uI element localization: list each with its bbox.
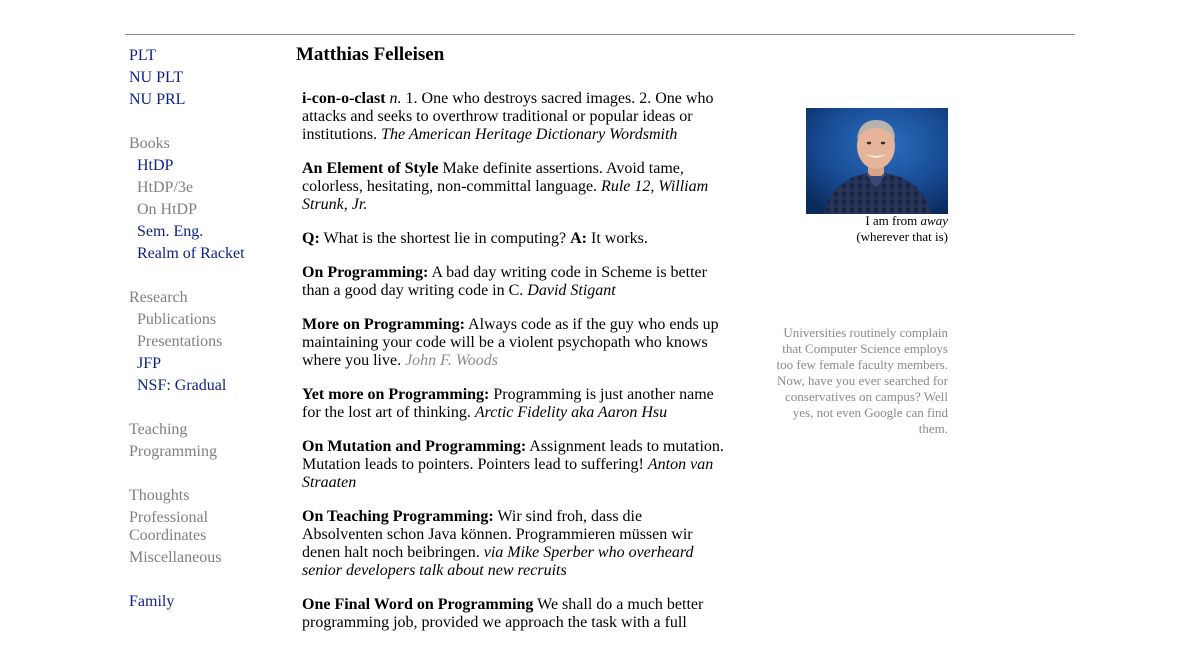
quote-body: 1. One who destroys sacred images. 2. One who attacks and seeks to overthrow traditional or popular ideas or institutions.: [302, 90, 714, 143]
quote-element-of-style: [302, 160, 724, 214]
nav-spacer: [129, 111, 289, 133]
question-text: What is the shortest lie in computing?: [319, 230, 571, 247]
nav-link-thoughts[interactable]: Thoughts: [129, 487, 190, 504]
header-divider: [125, 34, 1075, 35]
nav-label-coordinates: Coordinates: [129, 527, 207, 544]
caption-text: I am from: [865, 213, 921, 228]
quote-source: Anton van Straaten: [302, 456, 714, 491]
quote-heading: One Final Word on Programming: [302, 596, 534, 613]
nav-label-professional: Professional: [129, 509, 209, 526]
answer-label: A:: [570, 230, 587, 247]
nav-spacer: [129, 265, 289, 287]
quote-body: Wir sind froh, dass die Absolventen schon Java können. Programmieren müssen wir denen halt noch beibringen.: [302, 508, 693, 561]
quotes-column: [302, 90, 724, 648]
nav-link-realm-of-racket[interactable]: Realm of Racket: [137, 245, 245, 262]
question-label: Q:: [302, 230, 320, 247]
quote-more-on-programming: [302, 316, 724, 370]
nav-link-jfp[interactable]: JFP: [137, 355, 162, 372]
away-link[interactable]: [921, 213, 948, 228]
nav-link-programming[interactable]: Programming: [129, 443, 217, 460]
photo-caption: [790, 213, 948, 245]
quote-source: David Stigant: [527, 282, 616, 299]
nav-link-on-htdp[interactable]: On HtDP: [137, 201, 198, 218]
quote-heading: More on Programming:: [302, 316, 465, 333]
quote-yet-more-on-programming: [302, 386, 724, 422]
answer-text: It works.: [587, 230, 648, 247]
nav-spacer: [129, 397, 289, 419]
caption-emphasis: away: [920, 213, 948, 228]
quote-iconoclast: [302, 90, 724, 144]
nav-link-nu-prl[interactable]: NU PRL: [129, 91, 186, 108]
quote-body: Always code as if the guy who ends up maintaining your code will be a violent psychopath who knows where you live.: [302, 316, 719, 369]
nav-link-research[interactable]: Research: [129, 289, 188, 306]
quote-body: A bad day writing code in Scheme is better than a good day writing code in C.: [302, 264, 707, 299]
quote-heading: i-con-o-clast: [302, 90, 386, 107]
nav-link-nu-plt[interactable]: NU PLT: [129, 69, 184, 86]
quote-body: Programming is just another name for the lost art of thinking.: [302, 386, 714, 421]
quote-body: We shall do a much better programming job, provided we approach the task with a full: [302, 596, 704, 631]
quote-final-word: [302, 596, 724, 632]
nav-heading-books: Books: [129, 135, 170, 152]
quote-on-teaching-programming: [302, 508, 724, 580]
nav-link-teaching[interactable]: Teaching: [129, 421, 188, 438]
caption-subtext: (wherever that is): [856, 229, 948, 244]
quote-heading: On Teaching Programming:: [302, 508, 494, 525]
nav-link-publications[interactable]: Publications: [137, 311, 217, 328]
nav-spacer: [129, 569, 289, 591]
quote-on-programming: [302, 264, 724, 300]
part-of-speech: n.: [389, 90, 402, 107]
quote-heading: An Element of Style: [302, 160, 439, 177]
quote-source: Arctic Fidelity aka Aaron Hsu: [474, 404, 668, 421]
nav-link-professional-coordinates[interactable]: [129, 509, 289, 545]
left-navigation: [129, 45, 289, 613]
quote-source-link[interactable]: John F. Woods: [405, 352, 498, 369]
quote-shortest-lie: [302, 230, 724, 248]
quote-heading: On Mutation and Programming:: [302, 438, 527, 455]
page-title: Matthias Felleisen: [296, 44, 445, 65]
quote-source: via Mike Sperber who overheard senior developers talk about new recruits: [302, 544, 694, 579]
nav-link-miscellaneous[interactable]: Miscellaneous: [129, 549, 222, 566]
nav-link-sem-eng[interactable]: Sem. Eng.: [137, 223, 204, 240]
quote-source: The American Heritage Dictionary Wordsmith: [381, 126, 678, 143]
quote-heading: Yet more on Programming:: [302, 386, 490, 403]
nav-spacer: [129, 463, 289, 485]
portrait-image: [806, 108, 948, 214]
nav-link-nsf-gradual[interactable]: NSF: Gradual: [137, 377, 227, 394]
nav-link-htdp3e[interactable]: HtDP/3e: [137, 179, 193, 196]
nav-link-htdp[interactable]: HtDP: [137, 157, 174, 174]
quote-heading: On Programming:: [302, 264, 429, 281]
nav-link-family[interactable]: Family: [129, 593, 175, 610]
quote-on-mutation: [302, 438, 724, 492]
nav-link-plt[interactable]: PLT: [129, 47, 156, 64]
nav-link-presentations[interactable]: Presentations: [137, 333, 223, 350]
portrait-photo: [806, 108, 948, 214]
quote-body: Make definite assertions. Avoid tame, colorless, hesitating, non-committal language.: [302, 160, 684, 195]
quote-body: Assignment leads to mutation. Mutation leads to pointers. Pointers lead to suffering!: [302, 438, 724, 473]
sidebar-remark: Universities routinely complain that Computer Science employs too few female faculty members. Now, have you ever searched for conservatives on campus? Well yes, not even Google can find them.: [776, 325, 948, 436]
quote-source: Rule 12, William Strunk, Jr.: [302, 178, 709, 213]
